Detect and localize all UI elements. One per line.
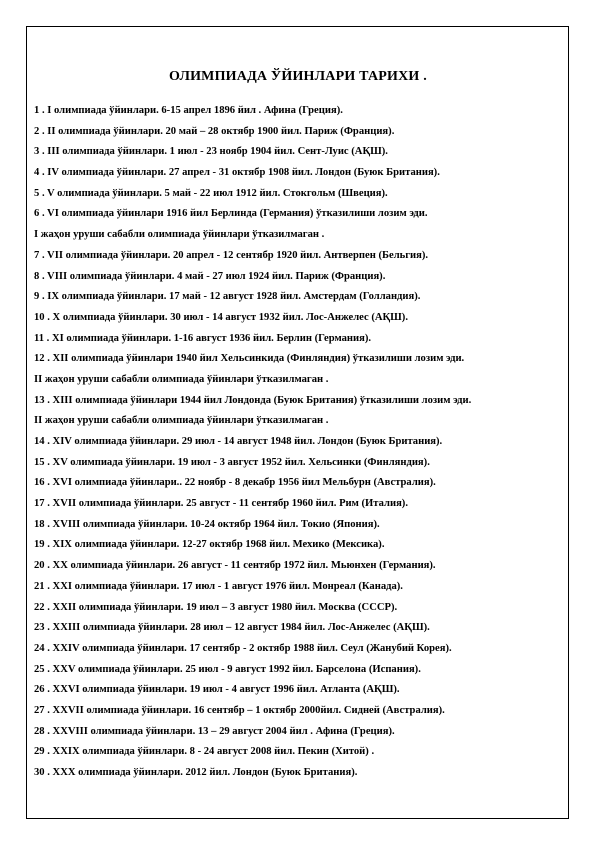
- list-item: 11 . XI олимпиада ўйинлари. 1-16 август 1936 йил. Берлин (Германия).: [34, 332, 372, 344]
- list-item: 6 . VI олимпиада ўйинлари 1916 йил Берлинда (Германия) ўтказилиши лозим эди.: [34, 208, 428, 220]
- list-item: 28 . XXVIII олимпиада ўйинлари. 13 – 29 август 2004 йил . Афина (Греция).: [34, 725, 395, 737]
- list-item: 14 . XIV олимпиада ўйинлари. 29 июл - 14 август 1948 йил. Лондон (Буюк Британия).: [34, 436, 443, 447]
- list-item: 16 . XVI олимпиада ўйинлари.. 22 ноябр - 8 декабр 1956 йил Мельбурн (Австралия).: [34, 477, 436, 489]
- list-item-note: II жаҳон уруши сабабли олимпиада ўйинлари ўтказилмаган .: [34, 415, 329, 427]
- list-item: 5 . V олимпиада ўйинлари. 5 май - 22 июл 1912 йил. Стокгольм (Швеция).: [34, 187, 388, 199]
- list-item: 8 . VIII олимпиада ўйинлари. 4 май - 27 июл 1924 йил. Париж (Франция).: [34, 270, 386, 282]
- olympics-history-list: [34, 101, 564, 784]
- list-item: 12 . XII олимпиада ўйинлари 1940 йил Хельсинкида (Финляндия) ўтказилиши лозим эди.: [34, 353, 465, 365]
- list-item-note: I жаҳон уруши сабабли олимпиада ўйинлари ўтказилмаган .: [34, 229, 325, 241]
- list-item: 19 . XIX олимпиада ўйинлари. 12-27 октябр 1968 йил. Мехико (Мексика).: [34, 539, 385, 551]
- list-item: 1 . I олимпиада ўйинлари. 6-15 апрел 1896 йил . Афина (Греция).: [34, 105, 343, 116]
- list-item: 21 . XXI олимпиада ўйинлари. 17 июл - 1 август 1976 йил. Монреал (Канада).: [34, 580, 403, 592]
- list-item-note: II жаҳон уруши сабабли олимпиада ўйинлари ўтказилмаган .: [34, 373, 329, 385]
- list-item: 17 . XVII олимпиада ўйинлари. 25 август - 11 сентябр 1960 йил. Рим (Италия).: [34, 498, 408, 510]
- list-item: 3 . III олимпиада ўйинлари. 1 июл - 23 ноябр 1904 йил. Сент-Луис (АҚШ).: [34, 146, 388, 158]
- list-item: 13 . XIII олимпиада ўйинлари 1944 йил Лондонда (Буюк Британия) ўтказилиши лозим эди.: [34, 394, 472, 406]
- list-item: 20 . XX олимпиада ўйинлари. 26 август - 11 сентябр 1972 йил. Мьюнхен (Германия).: [34, 560, 436, 572]
- list-item: 4 . IV олимпиада ўйинлари. 27 апрел - 31 октябр 1908 йил. Лондон (Буюк Британия).: [34, 167, 440, 179]
- list-item: 15 . XV олимпиада ўйинлари. 19 июл - 3 август 1952 йил. Хельсинки (Финляндия).: [34, 456, 430, 468]
- list-item: 26 . XXVI олимпиада ўйинлари. 19 июл - 4 август 1996 йил. Атланта (АҚШ).: [34, 684, 400, 696]
- list-item: 7 . VII олимпиада ўйинлари. 20 апрел - 12 сентябр 1920 йил. Антверпен (Бельгия).: [34, 249, 429, 261]
- list-item: 10 . X олимпиада ўйинлари. 30 июл - 14 август 1932 йил. Лос-Анжелес (АҚШ).: [34, 311, 408, 323]
- list-item: 9 . IX олимпиада ўйинлари. 17 май - 12 август 1928 йил. Амстердам (Голландия).: [34, 291, 421, 303]
- list-item: 23 . XXIII олимпиада ўйинлари. 28 июл – 12 август 1984 йил. Лос-Анжелес (АҚШ).: [34, 622, 430, 634]
- list-item: 27 . XXVII олимпиада ўйинлари. 16 сентябр – 1 октябр 2000йил. Сидней (Австралия).: [34, 704, 445, 716]
- list-item: 25 . XXV олимпиада ўйинлари. 25 июл - 9 август 1992 йил. Барселона (Испания).: [34, 663, 421, 675]
- document-title: ОЛИМПИАДА ЎЙИНЛАРИ ТАРИХИ .: [169, 69, 427, 84]
- list-item: 24 . XXIV олимпиада ўйинлари. 17 сентябр - 2 октябр 1988 йил. Сеул (Жанубий Корея).: [34, 642, 452, 654]
- list-item: 30 . XXX олимпиада ўйинлари. 2012 йил. Лондон (Буюк Британия).: [34, 767, 358, 778]
- list-item: 22 . XXII олимпиада ўйинлари. 19 июл – 3 август 1980 йил. Москва (СССР).: [34, 601, 398, 613]
- list-item: 2 . II олимпиада ўйинлари. 20 май – 28 октябр 1900 йил. Париж (Франция).: [34, 125, 395, 137]
- list-item: 18 . XVIII олимпиада ўйинлари. 10-24 октябр 1964 йил. Токио (Япония).: [34, 518, 380, 530]
- list-item: 29 . XXIX олимпиада ўйинлари. 8 - 24 август 2008 йил. Пекин (Хитой) .: [34, 746, 375, 758]
